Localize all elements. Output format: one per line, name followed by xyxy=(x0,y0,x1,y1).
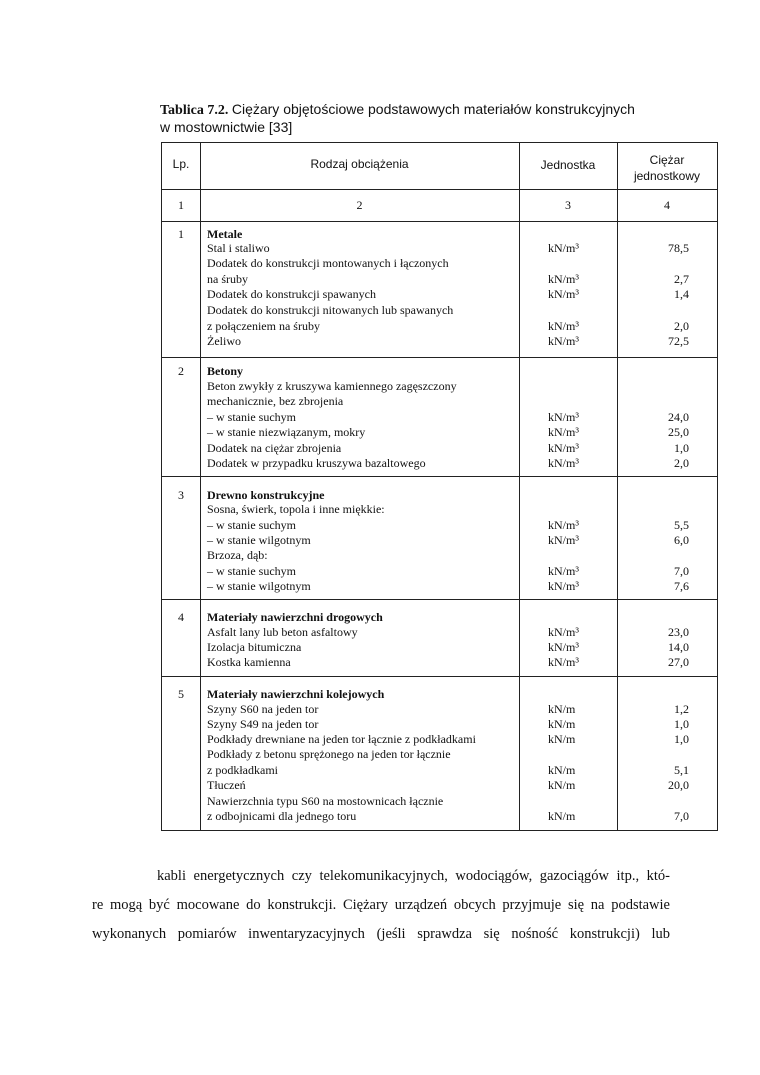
section-title: Materiały nawierzchni kolejowych xyxy=(207,687,385,701)
header-jednostka: Jednostka xyxy=(540,158,596,172)
section-title: Materiały nawierzchni drogowych xyxy=(207,610,383,624)
col-number: 1 xyxy=(178,198,184,212)
header-rodzaj: Rodzaj obciążenia xyxy=(310,157,409,171)
col-number: 2 xyxy=(356,198,363,212)
section-divider xyxy=(162,476,717,477)
table-title: Ciężary objętościowe podstawowych materiałów konstrukcyjnych xyxy=(231,101,635,117)
section-lp: 2 xyxy=(178,364,184,378)
header-divider xyxy=(162,189,717,190)
table-caption xyxy=(160,101,720,136)
section-lp: 1 xyxy=(178,227,184,241)
col-divider xyxy=(200,143,201,830)
section-lp: 4 xyxy=(178,610,184,624)
paragraph-line: wykonanych pomiarów inwentaryzacyjnych (jeśli sprawdza się nośność konstrukcji) lub xyxy=(92,926,670,942)
section-lp: 3 xyxy=(178,488,184,502)
body-paragraph xyxy=(92,862,670,949)
section-divider xyxy=(162,676,717,677)
paragraph-line: re mogą być mocowane do konstrukcji. Ciężary urządzeń obcych przyjmuje się na podstawie xyxy=(92,897,670,913)
section-divider xyxy=(162,357,717,358)
materials-table: Lp. Rodzaj obciążenia Jednostka Ciężar jednostkowy 1 2 3 4 1 Metale Stal i staliwo kN/m³ 78,5 Dodatek do konstrukcji montowanych i łączonych na śruby kN/m³ 2,7 Dodatek do konstrukcji spawanych kN/m³ 1,4 Dodatek do konstrukcji nitowanych lub spawanych z połączeniem na śruby kN/m³ 2,0 Żeliwo kN/m³ 72,5 2 Betony Beton zwykły z kruszywa kamiennego zagęszczony mechanicznie, bez zbrojenia – w stanie suchym kN/m³ 24,0 – w stanie niezwiązanym, mokry kN/m³ 25,0 Dodatek na ciężar zbrojenia kN/m³ 1,0 Dodatek w przypadku kruszywa bazaltowego kN/m³ 2,0 3 Drewno konstrukcyjne Sosna, świerk, topola i inne miękkie: – w stanie suchym kN/m³ 5,5 – w stanie wilgotnym kN/m³ 6,0 Brzoza, dąb: – w stanie suchym kN/m³ 7,0 – w stanie wilgotnym kN/m³ 7,6 4 Materiały nawierzchni drogowych Asfalt lany lub beton asfaltowy kN/m³ 23,0 Izolacja bitumiczna kN/m³ 14,0 Kostka kamienna kN/m³ 27,0 5 Materiały nawierzchni kolejowych Szyny S60 na jeden tor kN/m 1,2 Szyny S49 na jeden tor kN/m 1,0 Podkłady drewniane na jeden tor łącznie z podkładkami kN/m 1,0 Podkłady z betonu sprężonego na jeden tor łącznie z podkładkami kN/m 5,1 Tłuczeń kN/m 20,0 Nawierzchnia typu S60 na mostownicach łącznie z odbojnicami dla jednego toru kN/m 7,0 xyxy=(161,142,718,831)
col-number: 3 xyxy=(565,198,571,212)
table-title-continuation: w mostownictwie [33] xyxy=(160,119,293,135)
section-title: Drewno konstrukcyjne xyxy=(207,488,325,502)
col-number: 4 xyxy=(664,198,670,212)
header-divider xyxy=(162,221,717,222)
section-lp: 5 xyxy=(178,687,184,701)
header-lp: Lp. xyxy=(172,157,190,171)
header-ciezar: Ciężar jednostkowy xyxy=(633,153,701,183)
table-label: Tablica 7.2. xyxy=(160,103,229,118)
paragraph-line: kabli energetycznych czy telekomunikacyjnych, wodociągów, gazociągów itp., któ- xyxy=(157,868,670,884)
section-title: Metale xyxy=(207,227,243,241)
section-title: Betony xyxy=(207,364,243,378)
section-divider xyxy=(162,599,717,600)
